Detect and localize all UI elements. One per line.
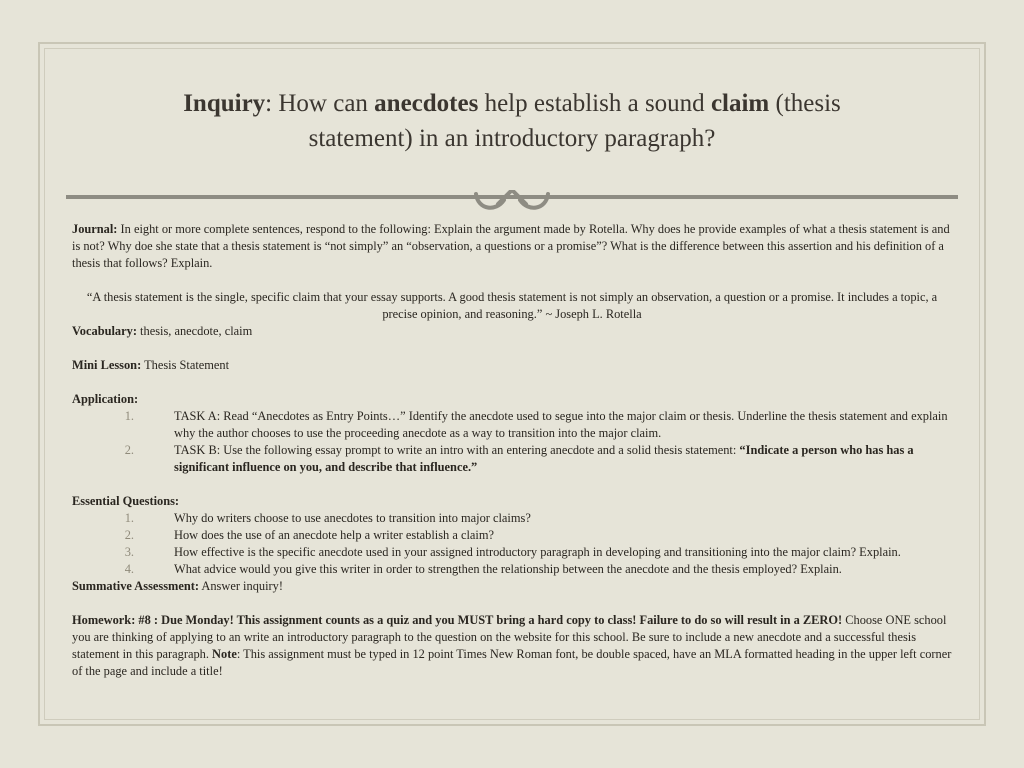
vocabulary-line [72, 323, 952, 340]
rotella-quote: “A thesis statement is the single, specific claim that your essay supports. A good thesis statement is not simply an observation, a question or a promise. It includes a topic, a precise opinion, and reasoning.” ~ Joseph L. Rotella [86, 290, 938, 321]
journal-label: Journal: [72, 222, 118, 236]
list-item [72, 527, 952, 544]
mini-lesson-line [72, 357, 952, 374]
summative-label: Summative Assessment: [72, 579, 199, 593]
ornamental-divider [66, 190, 958, 210]
item-text: What advice would you give this writer in order to strengthen the relationship between the anecdote and the thesis employed? Explain. [174, 562, 842, 576]
item-text: TASK B: Use the following essay prompt to write an intro with an entering anecdote and a solid thesis statement: “Indicate a person who has has a significant influence on you, and describe that influence.” [174, 443, 914, 474]
journal-text: In eight or more complete sentences, respond to the following: Explain the argument made by Rotella. Why does he provide examples of what a thesis statement is and is not? Why doe she state that a thesis statement is “not simply” an “observation, a questions or a promise”? What is the difference between this assertion and his definition of a thesis that follows? Explain. [72, 222, 950, 270]
item-number: 3. [124, 545, 134, 559]
item-text: How does the use of an anecdote help a writer establish a claim? [174, 528, 494, 542]
homework-heading: Homework: #8 : Due Monday! This assignment counts as a quiz and you MUST bring a hard copy to class! Failure to do so will result in a ZERO! [72, 613, 843, 627]
essential-questions-heading: Essential Questions: [72, 494, 180, 508]
application-heading: Application: [72, 392, 139, 406]
vocabulary-label: Vocabulary: [72, 324, 137, 338]
homework-text: Choose ONE school you are thinking of applying to an write an introductory paragraph to the question on the website for this school. Be sure to include a new anecdote and a successful thesis statement in this paragraph. [72, 613, 947, 661]
item-number: 2. [124, 443, 134, 457]
item-number: 4. [124, 562, 134, 576]
slide-title: Inquiry: How can anecdotes help establish a sound claim (thesis statement) in an introductory paragraph? [183, 90, 841, 152]
list-item [72, 544, 952, 561]
item-text: Why do writers choose to use anecdotes to transition into major claims? [174, 511, 531, 525]
item-number: 2. [124, 528, 134, 542]
mini-lesson-text: Thesis Statement [141, 358, 230, 372]
item-number: 1. [124, 409, 134, 423]
mini-lesson-label: Mini Lesson: [72, 358, 142, 372]
vocabulary-text: thesis, anecdote, claim [136, 324, 253, 338]
list-item [72, 442, 952, 476]
summative-text: Answer inquiry! [199, 579, 283, 593]
summative-line [72, 578, 952, 595]
list-item [72, 561, 952, 578]
note-label: Note [212, 647, 237, 661]
essential-questions-list [72, 510, 952, 578]
journal-paragraph [72, 221, 952, 272]
item-text: TASK A: Read “Anecdotes as Entry Points…” Identify the anecdote used to segue into the major claim or thesis. Underline the thesis statement and explain why the author chooses to use the proceeding anecdote as a way to transition into the major claim. [174, 409, 948, 440]
essay-prompt: “Indicate a person who has has a significant influence on you, and describe that influence.” [174, 443, 914, 474]
slide-body [72, 221, 952, 680]
list-item [72, 510, 952, 527]
item-number: 1. [124, 511, 134, 525]
homework-paragraph [72, 612, 952, 680]
list-item [72, 408, 952, 442]
note-text: : This assignment must be typed in 12 point Times New Roman font, be double spaced, have an MLA formatted heading in the upper left corner of the page and include a title! [72, 647, 952, 678]
application-list [72, 408, 952, 476]
item-text: How effective is the specific anecdote used in your assigned introductory paragraph in developing and transitioning into the major claim? Explain. [174, 545, 901, 559]
